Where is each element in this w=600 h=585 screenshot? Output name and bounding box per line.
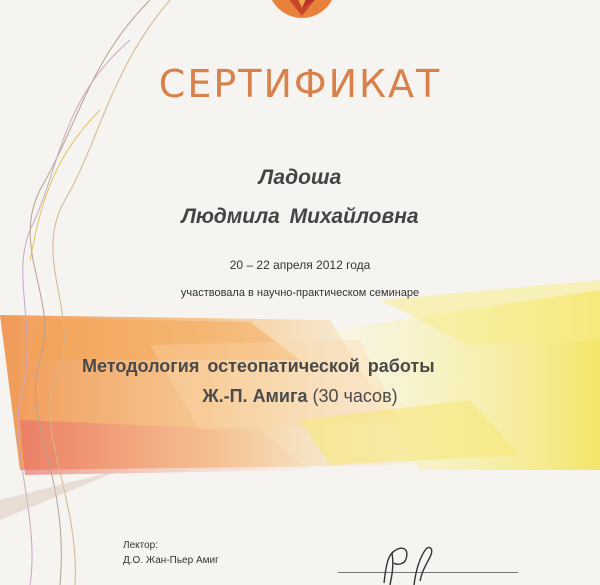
ray-1	[0, 470, 120, 520]
certificate-title: СЕРТИФИКАТ	[158, 62, 442, 106]
event-dates: 20 – 22 апреля 2012 года	[229, 258, 371, 272]
course-title-line1: Методология остеопатической работы	[82, 356, 435, 376]
course-title-line2	[0, 386, 600, 407]
lecturer-name: Д.О. Жан-Пьер Амиг	[123, 555, 219, 566]
course-hours: (30 часов)	[307, 386, 398, 406]
recipient-name: Людмила Михайловна	[181, 205, 419, 228]
emblem-logo	[270, 0, 334, 22]
recipient-surname: Ладоша	[258, 166, 342, 189]
participation-text: участвовала в научно-практическом семинаре	[180, 287, 420, 299]
handwritten-signature	[370, 535, 450, 585]
lecturer-label: Лектор:	[123, 540, 158, 551]
course-author: Ж.-П. Амига	[202, 386, 308, 406]
